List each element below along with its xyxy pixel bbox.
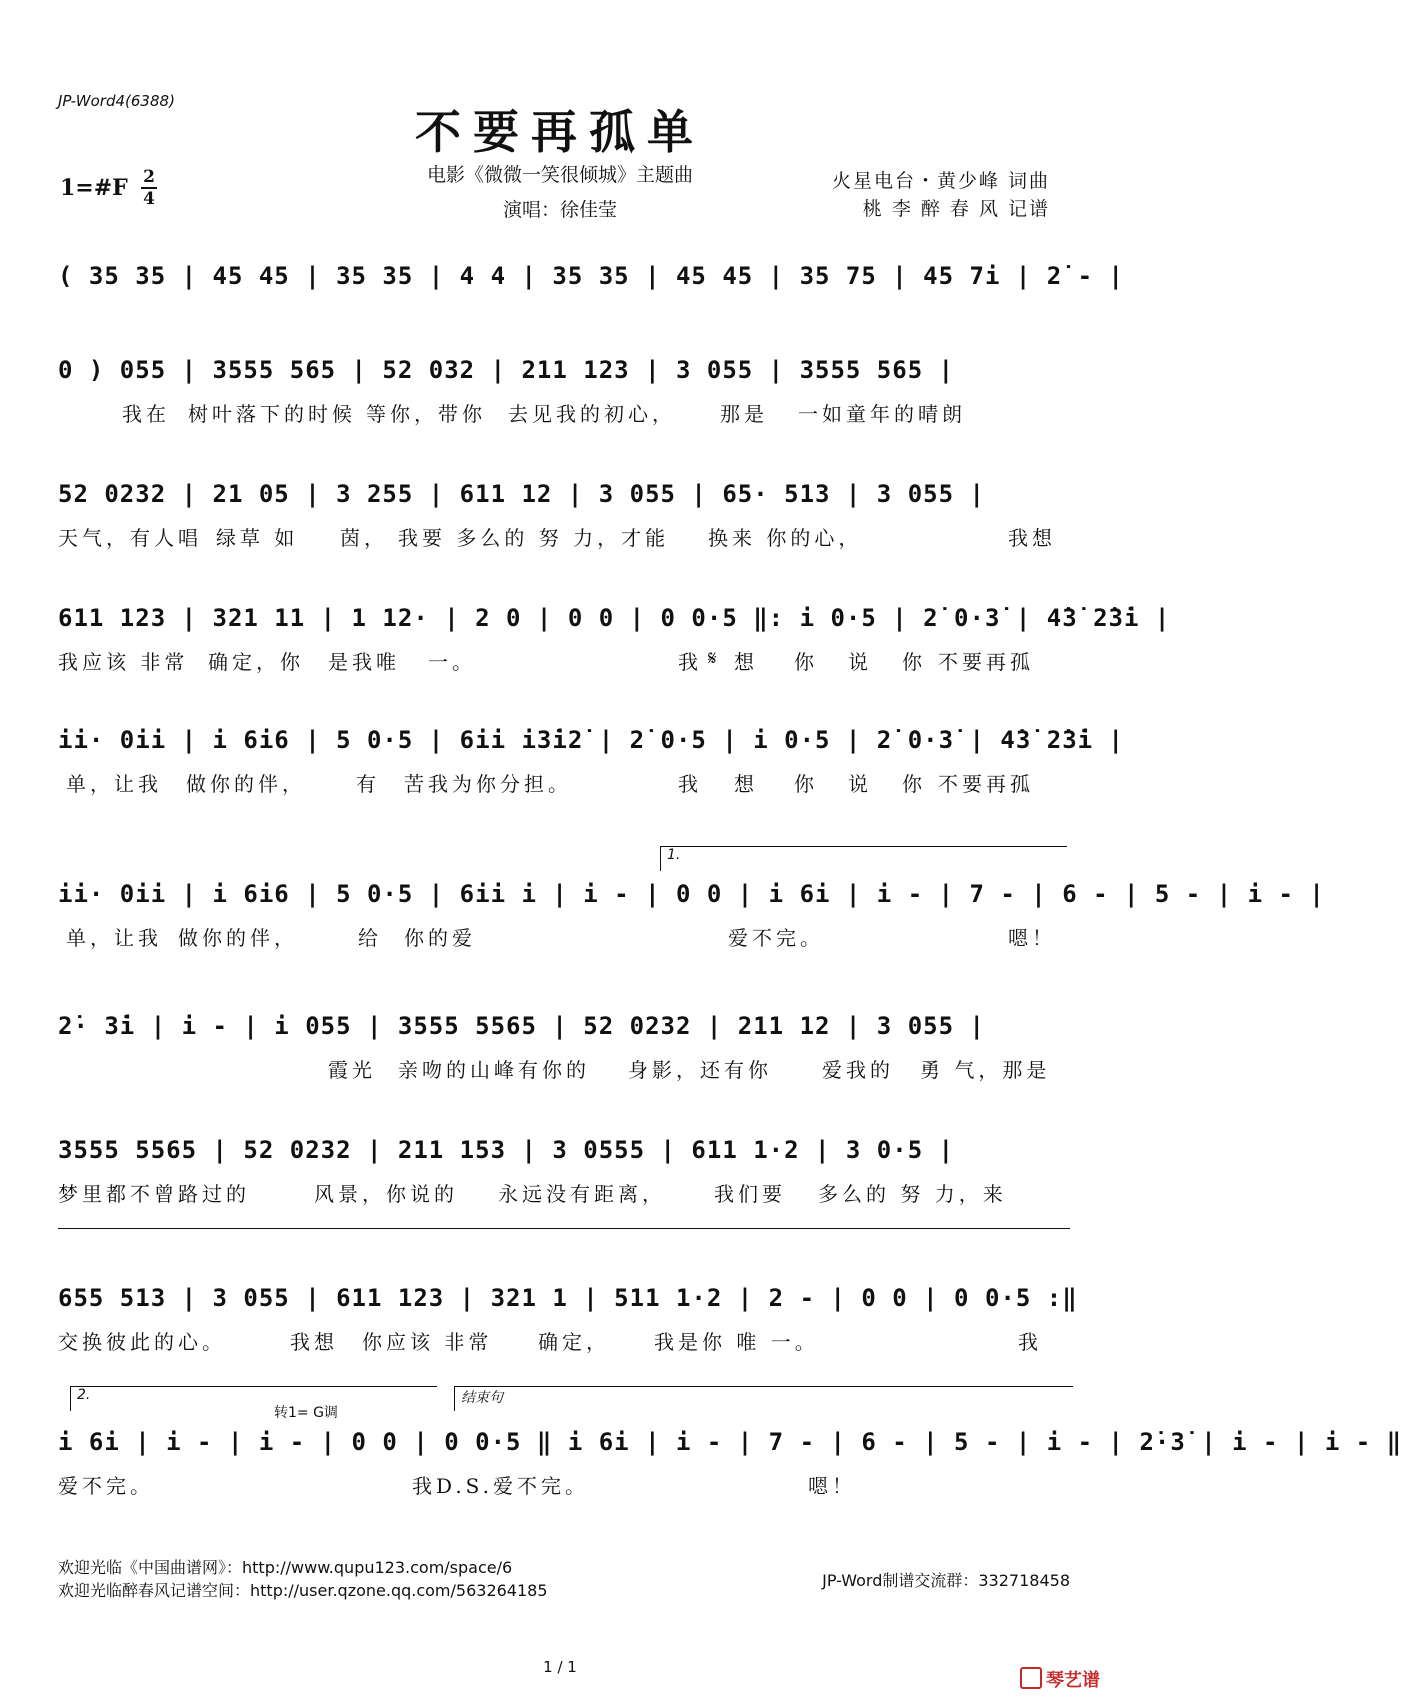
lyric: 爱不完。 <box>58 1474 154 1498</box>
page-number: 1 / 1 <box>543 1658 577 1676</box>
time-denominator: 4 <box>143 189 155 209</box>
notes-line: ( 35 35 | 45 45 | 35 35 | 4 4 | 35 35 | 45 45 | 35 75 | 45 7i | 2̇ - | <box>58 262 1124 290</box>
lyric: 换来 你的心， <box>708 526 863 550</box>
lyrics-line <box>58 522 1070 550</box>
modulation-mark: 转1= G调 <box>274 1405 338 1421</box>
lyric: 有 <box>356 772 380 796</box>
lyric: 一如童年的晴朗 <box>798 402 966 426</box>
lyric: 爱我的 <box>822 1058 894 1082</box>
notes-line: 3555 5565 | 52 0232 | 211 153 | 3 0555 | 611 1·2 | 3 0·5 | <box>58 1136 955 1164</box>
lyric: 我是你 唯 一。 <box>654 1330 819 1354</box>
lyric: 去见我的初心， <box>508 402 676 426</box>
lyric: 你的爱 <box>404 926 476 950</box>
lyric: 做你的伴， <box>178 926 298 950</box>
lyric: 我们要 <box>714 1182 786 1206</box>
lyrics-line <box>58 922 1070 950</box>
footer-links <box>58 1556 548 1602</box>
notes-line: 611 123 | 321 11 | 1 12· | 2 0 | 0 0 | 0 0·5 ‖: i 0·5 | 2̇ 0·3̇ | 4̇3̇ 2̇3̇i | <box>58 604 1171 632</box>
lyric: 我 <box>678 650 702 674</box>
lyric: 想 <box>734 650 758 674</box>
logo-icon <box>1020 1667 1042 1689</box>
software-label: JP-Word4(6388) <box>58 92 175 110</box>
footer-line-1[interactable]: 欢迎光临《中国曲谱网》：http://www.qupu123.com/space/6 <box>58 1558 513 1577</box>
lyric: 是我唯 <box>328 650 400 674</box>
system-rule <box>58 1228 1070 1229</box>
lyric: 想 <box>734 772 758 796</box>
lyric: 勇 气，那是 <box>920 1058 1051 1082</box>
lyric: 我应该 非常 <box>58 650 189 674</box>
lyric: 我 <box>1018 1330 1042 1354</box>
lyric: 你 <box>902 650 926 674</box>
volta-1-bracket: 1. <box>660 846 1067 871</box>
notes-line: 52 0232 | 21 05 | 3 255 | 611 12 | 3 055 | 65· 513 | 3 055 | <box>58 480 985 508</box>
notes-line: i 6i | i - | i - | 0 0 | 0 0·5 ‖ i 6i | i - | 7 - | 6 - | 5 - | i - | 2̇·3̇ | i - | i - ‖ <box>58 1428 1402 1456</box>
lyric: 我想 <box>290 1330 338 1354</box>
lyric: 风景，你说的 <box>314 1182 458 1206</box>
lyrics-line <box>58 1470 1070 1498</box>
lyric: 我在 <box>122 402 170 426</box>
lyric: 你 <box>794 650 818 674</box>
lyric: 苦我为你分担。 <box>404 772 572 796</box>
lyric: 一。 <box>428 650 476 674</box>
transcriber: 桃 李 醉 春 风 记谱 <box>862 198 1050 220</box>
lyric: 嗯！ <box>1008 926 1056 950</box>
lyric: 天气，有人唱 <box>58 526 202 550</box>
lyric: 嗯！ <box>808 1474 856 1498</box>
lyric: 绿草 如 <box>216 526 299 550</box>
lyric: 我D.S.爱不完。 <box>412 1474 590 1498</box>
lyric: 单，让我 <box>66 772 162 796</box>
lyric: 单，让我 <box>66 926 162 950</box>
lyric: 我要 多么的 努 力，才能 <box>398 526 670 550</box>
lyric: 我 <box>678 772 702 796</box>
lyric: 不要再孤 <box>938 772 1034 796</box>
lyric: 确定，你 <box>208 650 304 674</box>
lyric: 那是 <box>720 402 768 426</box>
notes-line: 655 513 | 3 055 | 611 123 | 321 1 | 511 1·2 | 2 - | 0 0 | 0 0·5 :‖ <box>58 1284 1078 1312</box>
lyric: 梦里都不曾路过的 <box>58 1182 250 1206</box>
lyrics-line <box>58 646 1070 674</box>
lyric: 不要再孤 <box>938 650 1034 674</box>
lyrics-line <box>58 398 1070 426</box>
lyricist: 火星电台・黄少峰 词曲 <box>831 170 1050 192</box>
site-logo <box>1020 1666 1100 1692</box>
segno-icon: 𝄋 <box>708 646 721 670</box>
lyric: 树叶落下的时候 <box>188 402 356 426</box>
song-title: 不要再孤单 <box>415 105 705 159</box>
lyric: 给 <box>358 926 382 950</box>
lyric: 茵， <box>340 526 388 550</box>
lyric: 你 <box>794 772 818 796</box>
lyric: 身影，还有你 <box>628 1058 772 1082</box>
lyric: 说 <box>848 772 872 796</box>
notes-line: 0 ) 055 | 3555 565 | 52 032 | 211 123 | 3 055 | 3555 565 | <box>58 356 955 384</box>
lyric: 永远没有距离， <box>498 1182 666 1206</box>
lyric: 爱不完。 <box>728 926 824 950</box>
lyric: 你 <box>902 772 926 796</box>
lyric: 交换彼此的心。 <box>58 1330 226 1354</box>
notes-line: ii· 0ii | i 6i6 | 5 0·5 | 6ii i | i - | 0 0 | i 6i | i - | 7 - | 6 - | 5 - | i - | <box>58 880 1325 908</box>
lyric: 我想 <box>1008 526 1056 550</box>
lyric: 做你的伴， <box>186 772 306 796</box>
logo-text: 琴艺谱 <box>1046 1670 1100 1691</box>
lyric: 等你，带你 <box>366 402 486 426</box>
coda-bracket: 结束句 <box>454 1386 1073 1411</box>
footer-line-2[interactable]: 欢迎光临醉春风记谱空间：http://user.qzone.qq.com/563264185 <box>58 1581 548 1600</box>
lyric: 亲吻的山峰有你的 <box>398 1058 590 1082</box>
notes-line: 2̇· 3̇i | i - | i 055 | 3555 5565 | 52 0232 | 211 12 | 3 055 | <box>58 1012 985 1040</box>
lyric: 多么的 努 力，来 <box>818 1182 1007 1206</box>
group-info: JP-Word制谱交流群：332718458 <box>822 1571 1070 1590</box>
lyrics-line <box>58 1326 1070 1354</box>
lyrics-line <box>58 1178 1070 1206</box>
time-numerator: 2 <box>143 167 155 187</box>
lyric: 说 <box>848 650 872 674</box>
lyric: 你应该 非常 <box>362 1330 493 1354</box>
lyric: 霞光 <box>328 1058 376 1082</box>
key-signature: 1=#F <box>60 175 128 201</box>
subtitle: 电影《微微一笑很倾城》主题曲 <box>426 164 693 186</box>
singer: 演唱：徐佳莹 <box>502 199 617 221</box>
notes-line: ii· 0ii | i 6i6 | 5 0·5 | 6ii i3̇i2̇ | 2̇ 0·5 | i 0·5 | 2̇ 0·3̇ | 4̇3̇ 2̇3̇i | <box>58 726 1124 754</box>
lyrics-line <box>58 1054 1070 1082</box>
lyric: 确定， <box>538 1330 610 1354</box>
lyrics-line <box>58 768 1070 796</box>
volta-2-bracket: 2. <box>70 1386 437 1411</box>
